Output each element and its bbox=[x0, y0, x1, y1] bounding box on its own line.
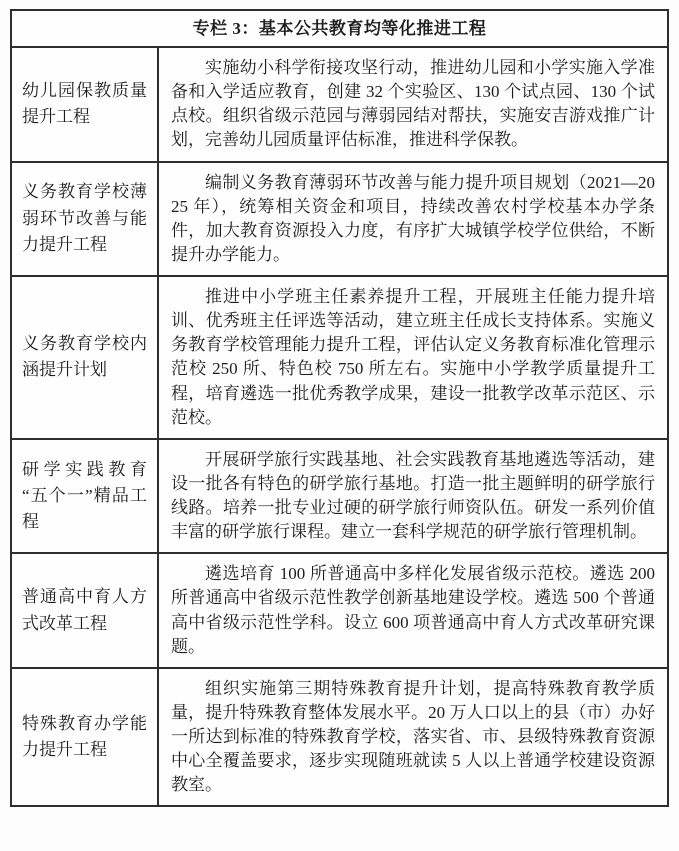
project-description-cell bbox=[159, 669, 667, 806]
project-description-cell bbox=[159, 440, 667, 553]
project-description-cell bbox=[159, 277, 667, 438]
project-name-cell bbox=[12, 48, 159, 161]
project-name-cell bbox=[12, 554, 159, 667]
project-name: 研学实践教育“五个一”精品工程 bbox=[22, 459, 147, 532]
project-description: 组织实施第三期特殊教育提升计划，提高特殊教育教学质量，提升特殊教育整体发展水平。20 万人口以上的县（市）办好一所达到标准的特殊教育学校，落实省、市、县级特殊教育资源中心全覆盖要求，逐步实现随班就读 5 人以上普通学校建设资源教室。 bbox=[171, 678, 655, 795]
panel-table bbox=[10, 9, 669, 807]
project-name: 普通高中育人方式改革工程 bbox=[22, 587, 147, 633]
project-name-cell bbox=[12, 277, 159, 438]
project-description: 实施幼小科学衔接攻坚行动，推进幼儿园和小学实施入学准备和入学适应教育，创建 32 个实验区、130 个试点园、130 个试点校。组织省级示范园与薄弱园结对帮扶，实施安吉游戏推广计划，完善幼儿园质量评估标准，推进科学保教。 bbox=[171, 58, 655, 150]
project-description: 推进中小学班主任素养提升工程，开展班主任能力提升培训、优秀班主任评选等活动，建立班主任成长支持体系。实施义务教育学校管理能力提升工程，评估认定义务教育标准化管理示范校 250 所、特色校 750 所左右。实施中小学教学质量提升工程，培育遴选一批优秀教学成果，建设一批教学改革示范区、示范校。 bbox=[171, 287, 655, 427]
table-row bbox=[12, 161, 667, 276]
project-name-cell bbox=[12, 440, 159, 553]
project-name: 义务教育学校薄弱环节改善与能力提升工程 bbox=[22, 182, 147, 255]
project-description-cell bbox=[159, 163, 667, 276]
project-description: 开展研学旅行实践基地、社会实践教育基地遴选等活动，建设一批各有特色的研学旅行基地。打造一批主题鲜明的研学旅行线路。培养一批专业过硬的研学旅行师资队伍。研发一系列价值丰富的研学旅行课程。建立一套科学规范的研学旅行管理机制。 bbox=[171, 449, 655, 542]
table-row bbox=[12, 46, 667, 161]
project-description: 遴选培育 100 所普通高中多样化发展省级示范校。遴选 200 所普通高中省级示范性教学创新基地建设学校。遴选 500 个普通高中省级示范性学科。设立 600 项普通高中育人方式改革研究课题。 bbox=[171, 564, 655, 656]
project-name: 幼儿园保教质量提升工程 bbox=[22, 81, 147, 127]
project-name: 义务教育学校内涵提升计划 bbox=[22, 334, 147, 380]
table-row bbox=[12, 275, 667, 438]
project-description: 编制义务教育薄弱环节改善与能力提升项目规划（2021—2025 年），统筹相关资金和项目，持续改善农村学校基本办学条件，加大教育资源投入力度，有序扩大城镇学校学位供给，不断提升办学能力。 bbox=[171, 172, 655, 264]
project-name-cell bbox=[12, 669, 159, 806]
project-description-cell bbox=[159, 48, 667, 161]
project-name-cell bbox=[12, 163, 159, 276]
project-name: 特殊教育办学能力提升工程 bbox=[22, 713, 147, 760]
table-row bbox=[12, 667, 667, 806]
table-row bbox=[12, 552, 667, 667]
project-description-cell bbox=[159, 554, 667, 667]
table-title: 专栏 3：基本公共教育均等化推进工程 bbox=[192, 19, 487, 38]
table-row bbox=[12, 438, 667, 553]
